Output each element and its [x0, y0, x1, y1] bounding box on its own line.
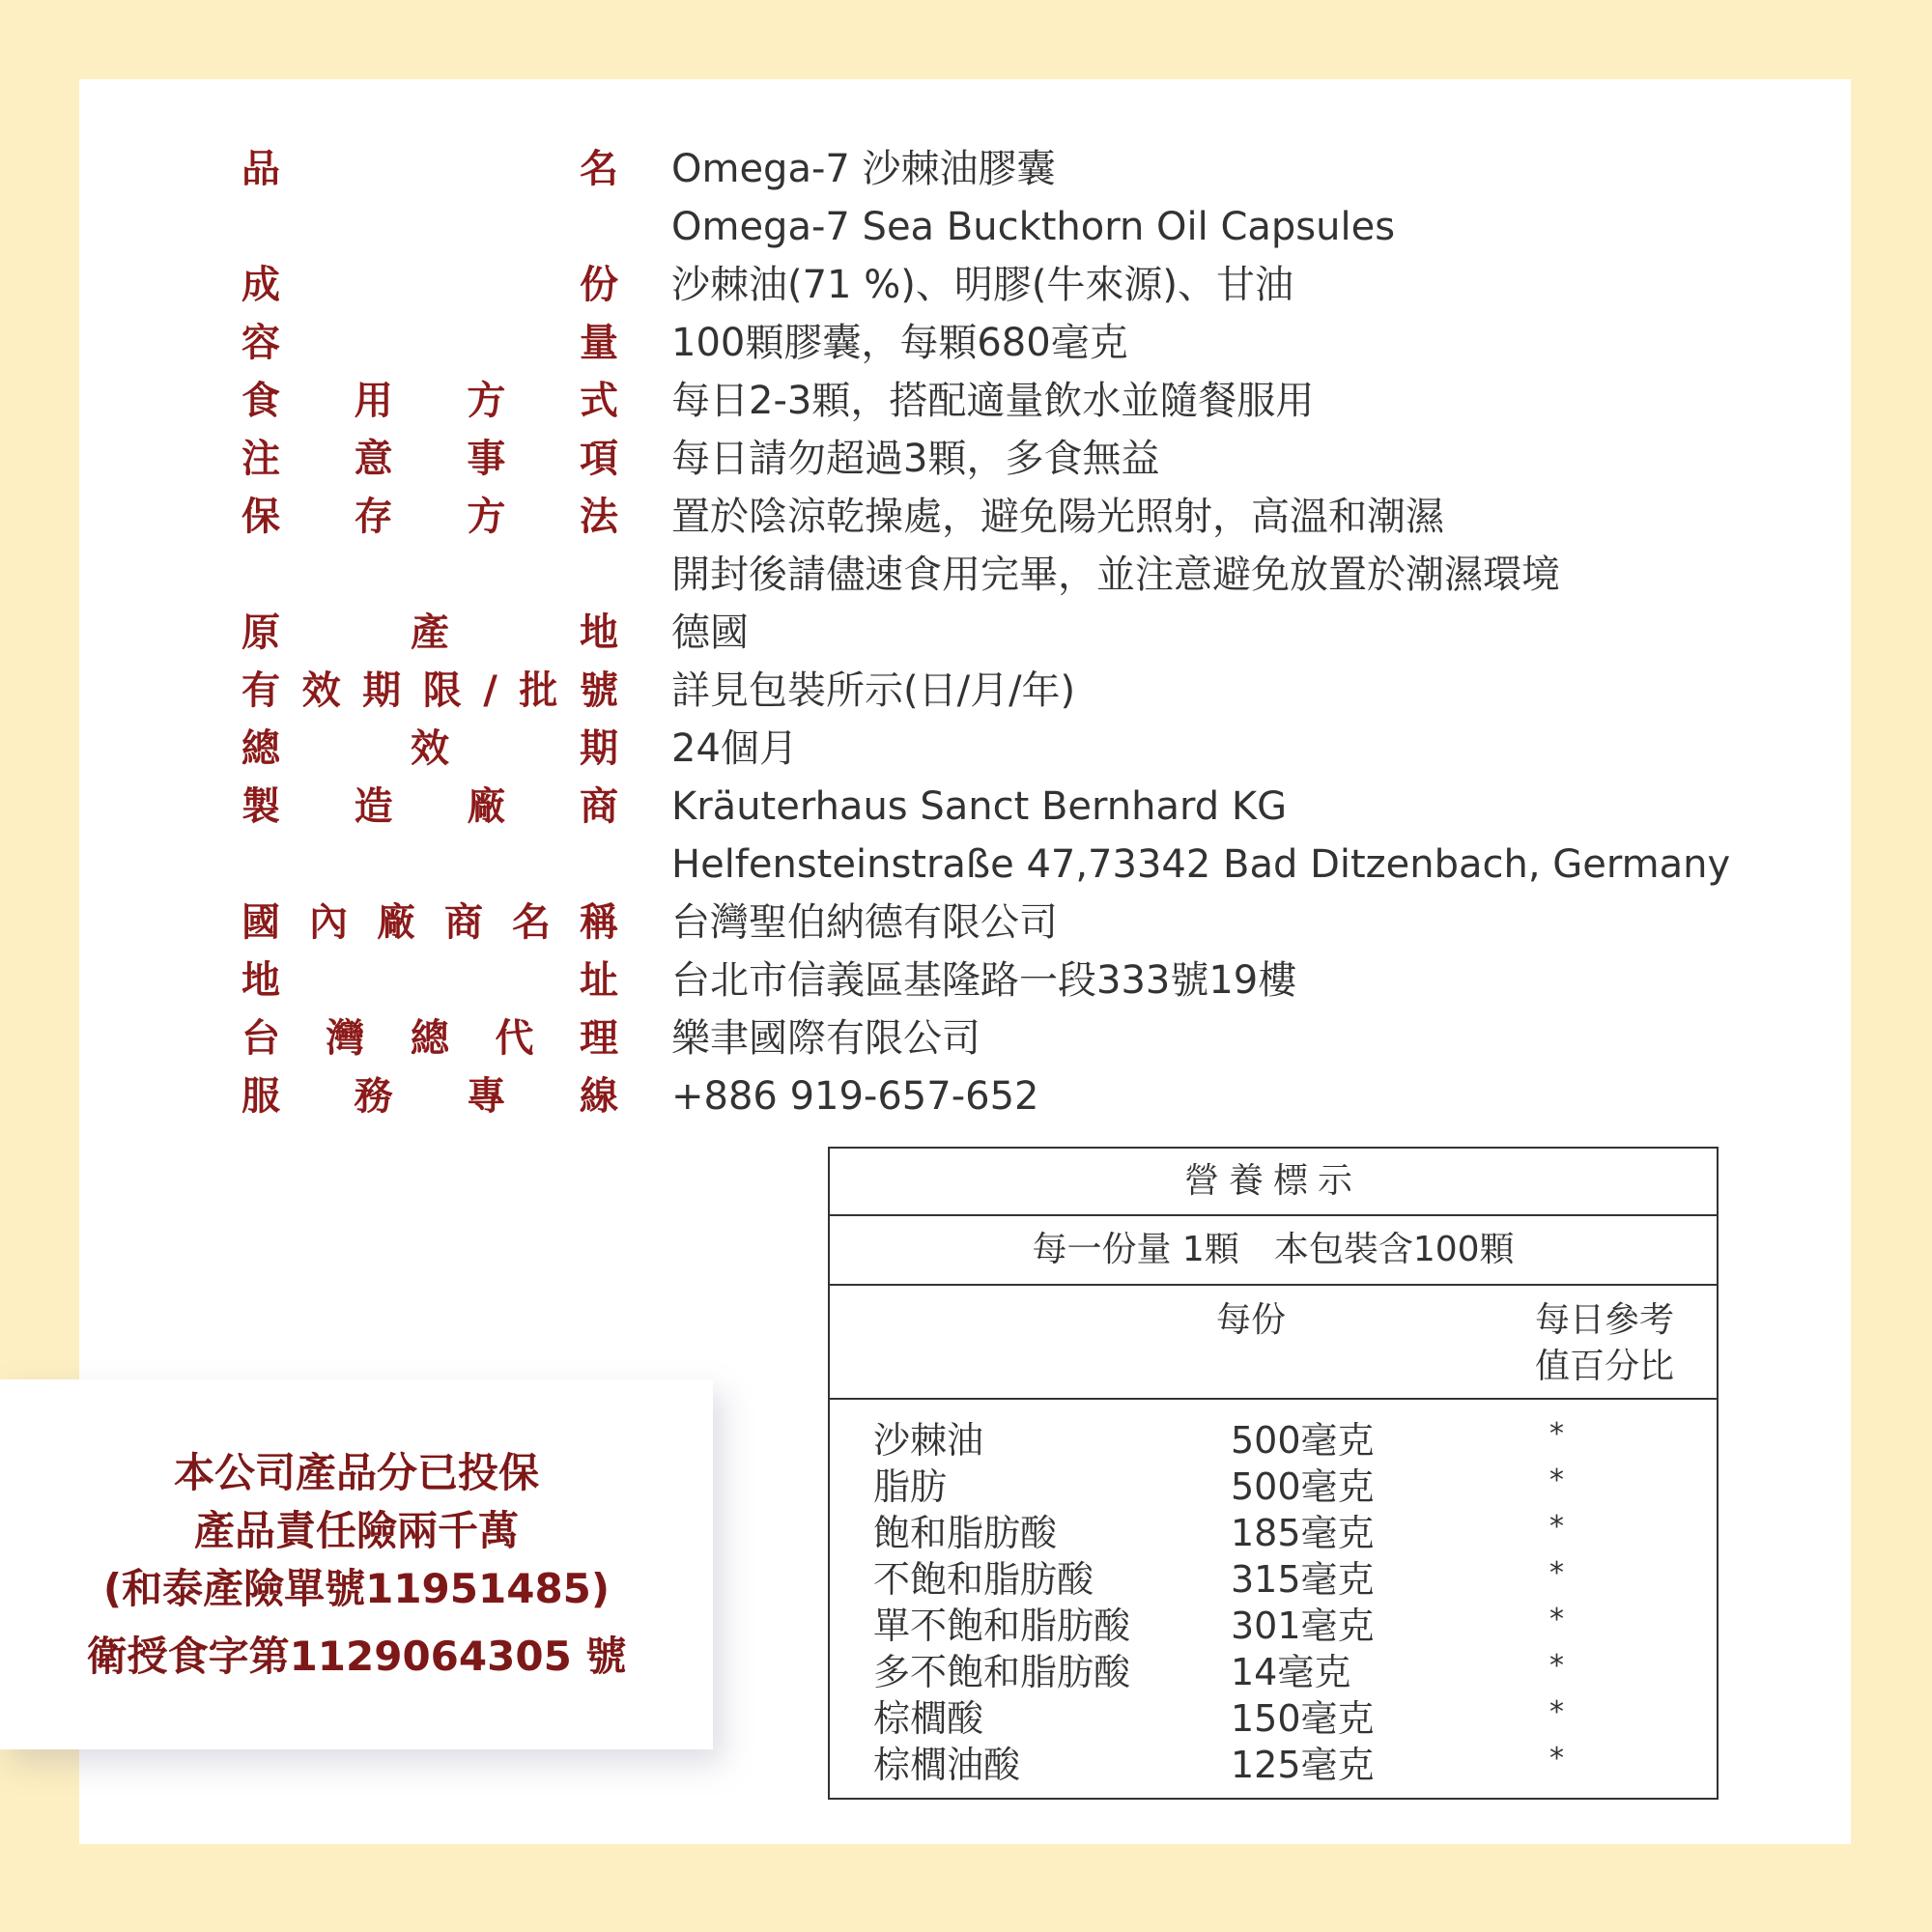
product-info-list — [242, 140, 1730, 1125]
info-label — [242, 140, 618, 198]
info-value: 置於陰涼乾操處，避免陽光照射，高溫和潮濕 — [671, 495, 1444, 539]
info-label — [242, 604, 618, 662]
serving-info: 每一份量 1顆 本包裝含100顆 — [830, 1216, 1717, 1286]
info-row — [242, 952, 1730, 1009]
nutrient-amount: 14毫克 — [1231, 1651, 1351, 1693]
info-label-char: 灣 — [326, 1016, 365, 1061]
info-label-char: 台 — [242, 1016, 280, 1061]
info-row — [242, 662, 1730, 720]
info-label — [242, 894, 618, 952]
info-label-char: 廠 — [377, 900, 415, 945]
nutrient-daily-value: * — [1549, 1417, 1564, 1451]
info-label-char: 代 — [495, 1016, 534, 1061]
info-label-char: 期 — [580, 726, 618, 771]
nutrient-name: 單不飽和脂肪酸 — [873, 1605, 1131, 1647]
info-label-char: 品 — [242, 147, 280, 191]
nutrition-body — [830, 1400, 1717, 1788]
info-label-char: 原 — [242, 611, 280, 655]
info-label-char: 名 — [512, 900, 551, 945]
info-value: Omega-7 Sea Buckthorn Oil Capsules — [671, 205, 1396, 249]
nutrition-title: 營養標示 — [830, 1149, 1717, 1216]
nutrient-amount: 500毫克 — [1231, 1465, 1375, 1508]
info-label — [242, 720, 618, 778]
insurance-note — [0, 1379, 713, 1749]
nutrient-daily-value: * — [1549, 1742, 1564, 1776]
info-value: 100顆膠囊，每顆680毫克 — [671, 321, 1128, 365]
info-label — [242, 662, 618, 720]
info-label-char: 稱 — [580, 900, 618, 945]
info-label — [242, 1067, 618, 1125]
nutrient-amount: 301毫克 — [1231, 1605, 1375, 1647]
info-label-char: 容 — [242, 321, 280, 365]
nutrition-row — [830, 1742, 1717, 1788]
info-value: 台北市信義區基隆路一段333號19樓 — [671, 958, 1297, 1003]
info-row — [242, 256, 1730, 314]
nutrient-amount: 150毫克 — [1231, 1697, 1375, 1740]
nutrient-name: 棕櫚油酸 — [873, 1744, 1021, 1786]
nutrition-table — [828, 1147, 1719, 1800]
info-row — [242, 720, 1730, 778]
insurance-line-2: 產品責任險兩千萬 — [193, 1506, 519, 1554]
info-value: Omega-7 沙棘油膠囊 — [671, 147, 1056, 191]
info-value: 24個月 — [671, 726, 798, 771]
nutrition-header — [830, 1286, 1717, 1400]
info-value: 樂聿國際有限公司 — [671, 1016, 980, 1061]
nutrient-name: 不飽和脂肪酸 — [873, 1558, 1094, 1601]
info-row — [242, 836, 1730, 894]
info-label-char: 批 — [519, 668, 558, 713]
info-row — [242, 1067, 1730, 1125]
info-row — [242, 894, 1730, 952]
info-label — [242, 488, 618, 546]
nutrient-name: 多不飽和脂肪酸 — [873, 1651, 1131, 1693]
info-row — [242, 778, 1730, 836]
info-label-char: 造 — [354, 784, 393, 829]
info-row — [242, 430, 1730, 488]
info-label — [242, 430, 618, 488]
info-label-char: 國 — [242, 900, 280, 945]
info-label-char: 製 — [242, 784, 280, 829]
info-label-char: 成 — [242, 263, 280, 307]
info-label-char: 有 — [242, 668, 280, 713]
info-label-char: 式 — [579, 379, 618, 423]
info-label-char: 用 — [354, 379, 393, 423]
nutrient-name: 棕櫚酸 — [873, 1697, 984, 1740]
info-label-char: 總 — [411, 1016, 449, 1061]
nutrient-name: 飽和脂肪酸 — [873, 1512, 1058, 1554]
info-value: 沙棘油(71 %)、明膠(牛來源)、甘油 — [671, 263, 1294, 307]
info-row — [242, 1009, 1730, 1067]
info-label-char: 名 — [580, 147, 618, 191]
info-label-char: 法 — [579, 495, 618, 539]
info-label-char: 注 — [242, 437, 280, 481]
info-label-char: 廠 — [467, 784, 506, 829]
nutrition-row — [830, 1695, 1717, 1742]
daily-value-header-line2: 值百分比 — [1535, 1347, 1675, 1386]
info-value: 每日請勿超過3顆，多食無益 — [671, 437, 1160, 481]
info-value: 詳見包裝所示(日/月/年) — [671, 668, 1076, 713]
info-label — [242, 372, 618, 430]
nutrient-amount: 185毫克 — [1231, 1512, 1375, 1554]
info-label-char: 地 — [580, 611, 618, 655]
nutrient-name: 沙棘油 — [873, 1419, 984, 1462]
info-label-char: 服 — [242, 1074, 280, 1119]
info-value: Kräuterhaus Sanct Bernhard KG — [671, 784, 1288, 829]
nutrition-row — [830, 1463, 1717, 1510]
info-label-char: 量 — [580, 321, 618, 365]
info-label-char: 期 — [362, 668, 402, 713]
info-value: 開封後請儘速食用完畢，並注意避免放置於潮濕環境 — [671, 553, 1560, 597]
info-row — [242, 546, 1730, 604]
info-label-char: 份 — [580, 263, 618, 307]
nutrient-daily-value: * — [1549, 1510, 1564, 1544]
info-label-char: 意 — [354, 437, 393, 481]
info-value: +886 919-657-652 — [671, 1074, 1039, 1119]
info-row — [242, 372, 1730, 430]
info-label-char: 理 — [580, 1016, 618, 1061]
info-label-char: 商 — [444, 900, 483, 945]
nutrient-daily-value: * — [1549, 1556, 1564, 1590]
info-value: 每日2-3顆，搭配適量飲水並隨餐服用 — [671, 379, 1315, 423]
info-label-char: 地 — [242, 958, 280, 1003]
info-label — [242, 778, 618, 836]
info-label — [242, 314, 618, 372]
info-label-char: 務 — [354, 1074, 393, 1119]
daily-value-header — [1535, 1297, 1699, 1390]
info-label-char: 內 — [309, 900, 348, 945]
info-row — [242, 314, 1730, 372]
per-serving-header: 每份 — [1216, 1300, 1287, 1340]
info-label — [242, 1009, 618, 1067]
info-row — [242, 488, 1730, 546]
info-label-char: 產 — [411, 611, 449, 655]
nutrition-row — [830, 1510, 1717, 1556]
info-value: Helfensteinstraße 47,73342 Bad Ditzenbach, Germany — [671, 842, 1731, 887]
nutrient-amount: 315毫克 — [1231, 1558, 1375, 1601]
nutrition-row — [830, 1603, 1717, 1649]
nutrient-daily-value: * — [1549, 1463, 1564, 1497]
info-label-char: 方 — [467, 379, 506, 423]
info-label-char: 專 — [467, 1074, 506, 1119]
info-label-char: / — [483, 668, 497, 713]
info-label-char: 總 — [242, 726, 280, 771]
info-row — [242, 198, 1730, 256]
info-row — [242, 604, 1730, 662]
nutrition-row — [830, 1649, 1717, 1695]
nutrient-daily-value: * — [1549, 1695, 1564, 1729]
info-label-char: 線 — [579, 1074, 618, 1119]
info-label-char: 存 — [354, 495, 393, 539]
info-label-char: 限 — [422, 668, 462, 713]
info-label-char: 食 — [242, 379, 280, 423]
nutrient-amount: 125毫克 — [1231, 1744, 1375, 1786]
info-label — [242, 952, 618, 1009]
nutrient-name: 脂肪 — [873, 1465, 948, 1508]
info-label-char: 商 — [579, 784, 618, 829]
info-label-char: 效 — [411, 726, 449, 771]
nutrient-amount: 500毫克 — [1231, 1419, 1375, 1462]
nutrition-row — [830, 1417, 1717, 1463]
info-value: 德國 — [671, 611, 749, 655]
insurance-line-1: 本公司產品分已投保 — [173, 1448, 539, 1496]
info-label-char: 號 — [579, 668, 618, 713]
info-label-char: 保 — [242, 495, 280, 539]
info-label-char: 事 — [467, 437, 506, 481]
license-number: 衛授食字第1129064305 號 — [86, 1632, 627, 1680]
info-row — [242, 140, 1730, 198]
nutrition-row — [830, 1556, 1717, 1603]
insurance-line-3: (和泰產險單號11951485) — [102, 1564, 611, 1612]
daily-value-header-line1: 每日參考 — [1535, 1300, 1675, 1340]
info-label — [242, 256, 618, 314]
info-label-char: 項 — [579, 437, 618, 481]
info-label-char: 方 — [467, 495, 506, 539]
info-label-char: 效 — [301, 668, 341, 713]
info-value: 台灣聖伯納德有限公司 — [671, 900, 1058, 945]
nutrient-daily-value: * — [1549, 1649, 1564, 1683]
nutrient-daily-value: * — [1549, 1603, 1564, 1636]
info-label-char: 址 — [580, 958, 618, 1003]
